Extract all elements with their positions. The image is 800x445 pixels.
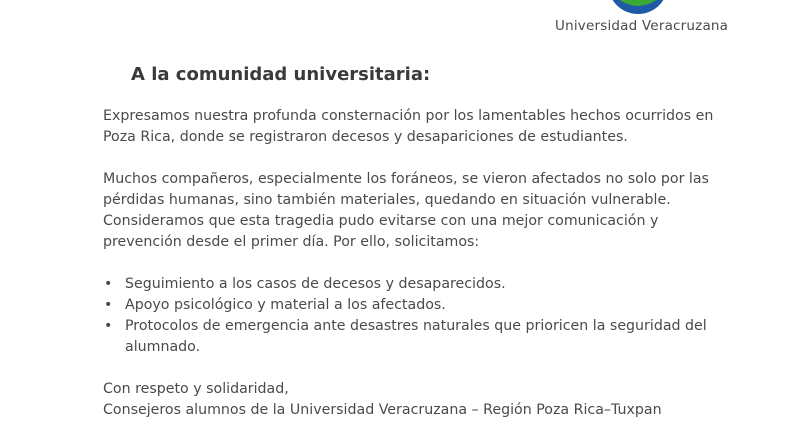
paragraph-line: pérdidas humanas, sino también materiales, quedando en situación vulnerable. (103, 192, 671, 208)
bullet-icon: • (104, 276, 113, 292)
requests-list (103, 274, 743, 358)
list-item (103, 274, 743, 295)
signature-text: Consejeros alumnos de la Universidad Veracruzana – Región Poza Rica–Tuxpan (103, 402, 662, 418)
bullet-icon: • (104, 297, 113, 313)
closing-block (103, 379, 743, 421)
letter-title: A la comunidad universitaria: (131, 64, 431, 85)
list-item (103, 316, 743, 358)
list-item-text: Seguimiento a los casos de decesos y desaparecidos. (125, 276, 506, 292)
universidad-veracruzana-logo-icon (588, 0, 688, 18)
bullet-icon: • (104, 318, 113, 334)
university-logo (540, 0, 750, 38)
paragraph-line: prevención desde el primer día. Por ello, solicitamos: (103, 234, 480, 250)
paragraph-line: Consideramos que esta tragedia pudo evitarse con una mejor comunicación y (103, 213, 659, 229)
paragraph-2 (103, 169, 743, 253)
list-item (103, 295, 743, 316)
logo-text: Universidad Veracruzana (555, 18, 729, 34)
paragraph-line: Muchos compañeros, especialmente los foráneos, se vieron afectados no solo por las (103, 171, 709, 187)
list-item-text: Apoyo psicológico y material a los afectados. (125, 297, 446, 313)
paragraph-line: Poza Rica, donde se registraron decesos y desapariciones de estudiantes. (103, 129, 628, 145)
closing-text: Con respeto y solidaridad, (103, 381, 289, 397)
list-item-text: alumnado. (125, 339, 201, 355)
paragraph-1 (103, 106, 743, 148)
paragraph-line: Expresamos nuestra profunda consternación por los lamentables hechos ocurridos en (103, 108, 714, 124)
list-item-text: Protocolos de emergencia ante desastres naturales que prioricen la seguridad del (125, 318, 707, 334)
letter-body (103, 106, 743, 421)
